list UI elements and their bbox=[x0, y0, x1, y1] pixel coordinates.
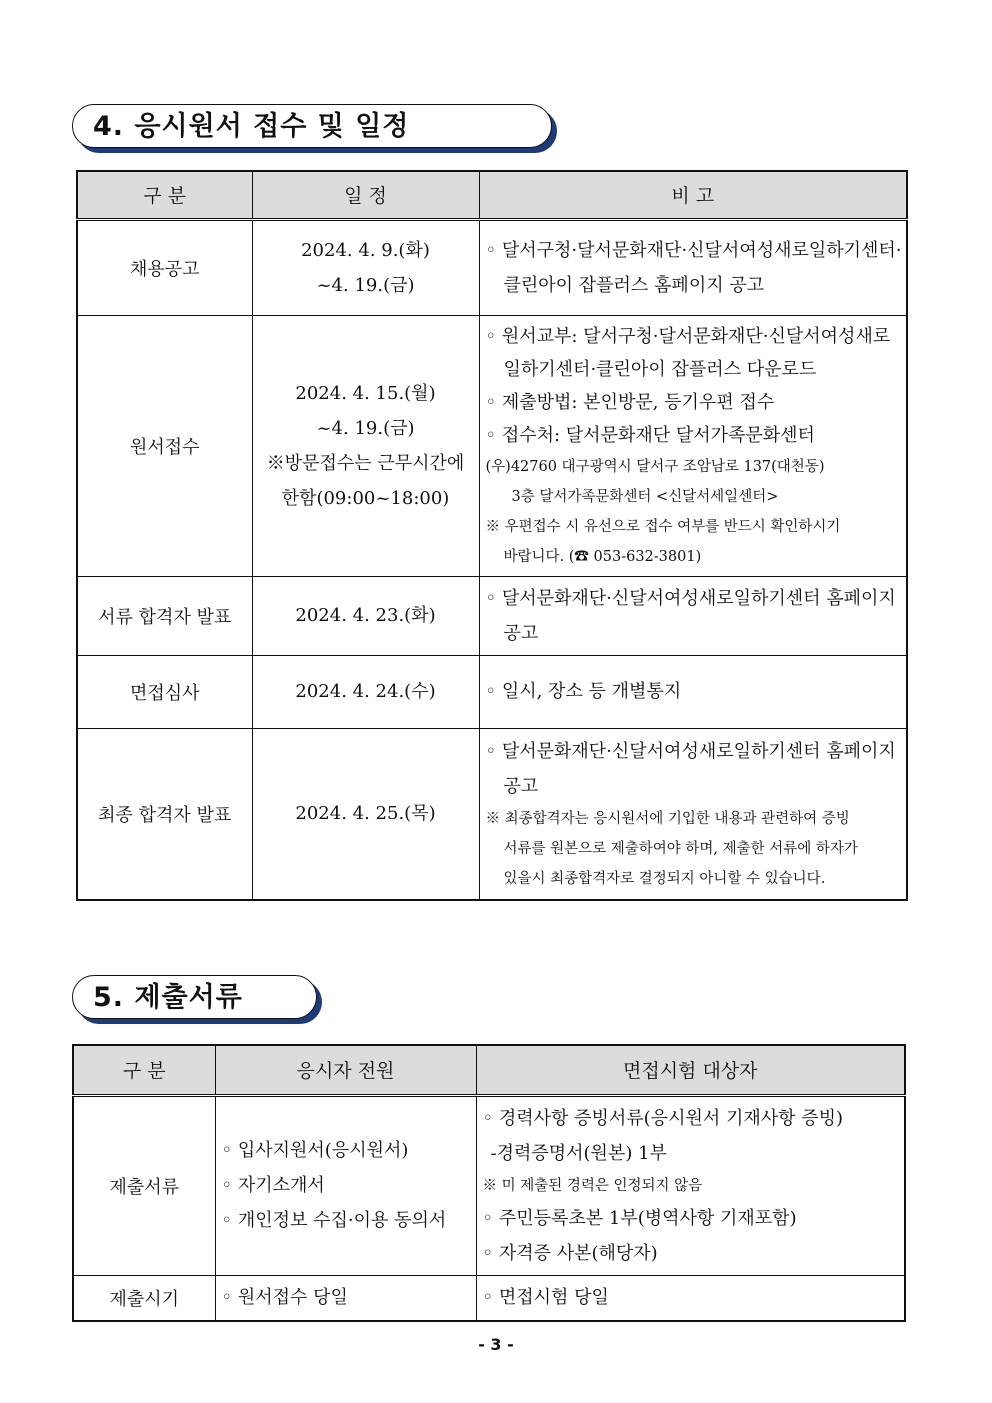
note-line: 3층 달서가족문화센터 <신달서세일센터> bbox=[511, 488, 779, 505]
note-line: 서류를 원본으로 제출하여야 하며, 제출한 서류에 하자가 bbox=[503, 840, 858, 857]
schedule-table bbox=[76, 170, 908, 901]
note-line: ◦ 제출방법: 본인방문, 등기우편 접수 bbox=[485, 391, 775, 413]
row-all-applicants bbox=[215, 1095, 476, 1275]
doc-line: -경력증명서(원본) 1부 bbox=[490, 1142, 667, 1164]
section-5-title: 5. 제출서류 bbox=[72, 975, 317, 1019]
note-line: 일하기센터·클린아이 잡플러스 다운로드 bbox=[503, 358, 817, 380]
header-category: 구 분 bbox=[77, 171, 252, 219]
note-line: ◦ 달서문화재단·신달서여성새로일하기센터 홈페이지 bbox=[485, 587, 896, 609]
doc-line: ◦ 자기소개서 bbox=[221, 1175, 325, 1196]
note-line: ※ 우편접수 시 유선으로 접수 여부를 반드시 확인하시기 bbox=[485, 518, 841, 535]
row-category: 면접심사 bbox=[77, 655, 252, 728]
section-4-title: 4. 응시원서 접수 및 일정 bbox=[72, 104, 552, 148]
row-category: 제출시기 bbox=[73, 1275, 215, 1321]
header-all-applicants: 응시자 전원 bbox=[215, 1045, 476, 1095]
date-line: ~4. 19.(금) bbox=[316, 417, 415, 439]
header-schedule: 일 정 bbox=[252, 171, 479, 219]
table-header-row bbox=[77, 171, 907, 219]
row-category: 최종 합격자 발표 bbox=[77, 728, 252, 900]
row-date bbox=[252, 728, 479, 900]
date-line: 2024. 4. 24.(수) bbox=[295, 681, 436, 702]
doc-line: ※ 미 제출된 경력은 인정되지 않음 bbox=[482, 1177, 703, 1194]
row-category: 제출서류 bbox=[73, 1095, 215, 1275]
row-notes bbox=[479, 576, 907, 655]
note-line: ◦ 달서구청·달서문화재단·신달서여성새로일하기센터· bbox=[485, 239, 902, 261]
row-date bbox=[252, 655, 479, 728]
row-notes bbox=[479, 315, 907, 576]
row-date bbox=[252, 576, 479, 655]
row-all-applicants bbox=[215, 1275, 476, 1321]
note-line: 공고 bbox=[503, 775, 539, 797]
table-row bbox=[77, 655, 907, 728]
row-interview-candidates bbox=[476, 1095, 905, 1275]
note-line: ◦ 달서문화재단·신달서여성새로일하기센터 홈페이지 bbox=[485, 740, 896, 762]
doc-line: ◦ 면접시험 당일 bbox=[482, 1287, 609, 1309]
row-notes bbox=[479, 655, 907, 728]
row-category: 서류 합격자 발표 bbox=[77, 576, 252, 655]
row-notes bbox=[479, 728, 907, 900]
page-number: - 3 - bbox=[478, 1335, 514, 1354]
header-remarks: 비 고 bbox=[479, 171, 907, 219]
note-line: 클린아이 잡플러스 홈페이지 공고 bbox=[503, 274, 765, 296]
date-line: ※방문접수는 근무시간에 bbox=[266, 452, 465, 474]
doc-line: ◦ 입사지원서(응시원서) bbox=[221, 1140, 409, 1161]
note-line: 바랍니다. (☎ 053-632-3801) bbox=[503, 548, 702, 565]
row-notes bbox=[479, 219, 907, 315]
header-interview-candidates: 면접시험 대상자 bbox=[476, 1045, 905, 1095]
note-line: ◦ 일시, 장소 등 개별통지 bbox=[485, 681, 682, 702]
date-line: 2024. 4. 25.(목) bbox=[295, 803, 436, 825]
row-category: 채용공고 bbox=[77, 219, 252, 315]
doc-line: ◦ 원서접수 당일 bbox=[221, 1287, 348, 1309]
documents-table bbox=[72, 1044, 906, 1322]
row-interview-candidates bbox=[476, 1275, 905, 1321]
date-line: 2024. 4. 23.(화) bbox=[295, 605, 436, 626]
date-line: ~4. 19.(금) bbox=[316, 274, 415, 296]
note-line: 공고 bbox=[503, 622, 539, 644]
row-date bbox=[252, 219, 479, 315]
note-line: (우)42760 대구광역시 달서구 조암남로 137(대천동) bbox=[485, 458, 825, 475]
table-row bbox=[77, 219, 907, 315]
date-line: 한함(09:00~18:00) bbox=[281, 487, 450, 509]
header-category: 구 분 bbox=[73, 1045, 215, 1095]
doc-line: ◦ 개인정보 수집·이용 동의서 bbox=[221, 1210, 447, 1231]
table-row bbox=[77, 728, 907, 900]
note-line: ◦ 접수처: 달서문화재단 달서가족문화센터 bbox=[485, 424, 815, 446]
date-line: 2024. 4. 15.(월) bbox=[295, 382, 436, 404]
note-line: 있을시 최종합격자로 결정되지 아니할 수 있습니다. bbox=[503, 870, 826, 887]
row-category: 원서접수 bbox=[77, 315, 252, 576]
doc-line: ◦ 주민등록초본 1부(병역사항 기재포함) bbox=[482, 1207, 797, 1229]
date-line: 2024. 4. 9.(화) bbox=[301, 239, 430, 261]
table-row bbox=[77, 576, 907, 655]
doc-line: ◦ 경력사항 증빙서류(응시원서 기재사항 증빙) bbox=[482, 1107, 844, 1129]
table-header-row bbox=[73, 1045, 905, 1095]
row-date bbox=[252, 315, 479, 576]
table-row bbox=[73, 1095, 905, 1275]
note-line: ※ 최종합격자는 응시원서에 기입한 내용과 관련하여 증빙 bbox=[485, 810, 850, 827]
note-line: ◦ 원서교부: 달서구청·달서문화재단·신달서여성새로 bbox=[485, 325, 891, 347]
doc-line: ◦ 자격증 사본(해당자) bbox=[482, 1242, 658, 1264]
table-row bbox=[73, 1275, 905, 1321]
table-row bbox=[77, 315, 907, 576]
